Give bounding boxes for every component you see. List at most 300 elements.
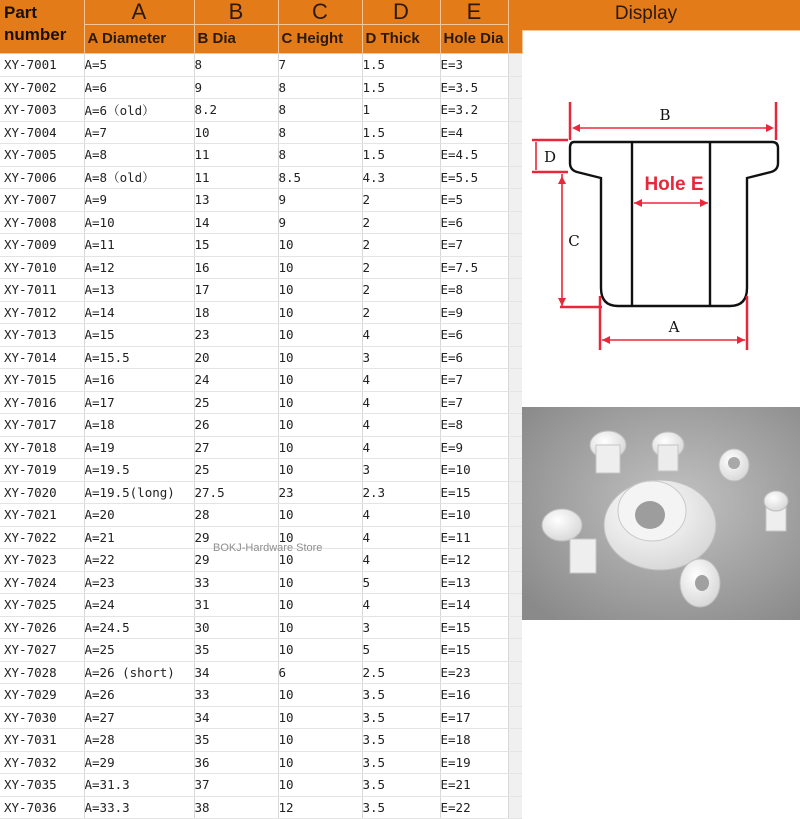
header-row-letters: [0, 0, 522, 25]
cell-part-number: XY-7002: [0, 76, 84, 99]
cell-hole-dia: E=5: [440, 189, 508, 212]
bushing-outline: [570, 142, 778, 306]
cell-c-height: 10: [278, 234, 362, 257]
header-col-e: [440, 0, 508, 25]
cell-c-height: 10: [278, 391, 362, 414]
row-edge: [508, 504, 522, 527]
cell-hole-dia: E=3.5: [440, 76, 508, 99]
table-row: [0, 594, 522, 617]
cell-hole-dia: E=6: [440, 211, 508, 234]
cell-d-thick: 1.5: [362, 76, 440, 99]
row-edge: [508, 189, 522, 212]
cell-hole-dia: E=22: [440, 796, 508, 819]
row-edge: [508, 549, 522, 572]
cell-b-dia: 25: [194, 391, 278, 414]
cell-a-diameter: A=17: [84, 391, 194, 414]
table-row: [0, 391, 522, 414]
table-row: [0, 76, 522, 99]
cell-part-number: XY-7010: [0, 256, 84, 279]
cell-b-dia: 10: [194, 121, 278, 144]
cell-part-number: XY-7013: [0, 324, 84, 347]
cell-hole-dia: E=15: [440, 616, 508, 639]
cell-a-diameter: A=31.3: [84, 774, 194, 797]
cell-d-thick: 4: [362, 504, 440, 527]
cell-b-dia: 28: [194, 504, 278, 527]
cell-part-number: XY-7015: [0, 369, 84, 392]
row-edge: [508, 391, 522, 414]
cell-hole-dia: E=15: [440, 481, 508, 504]
cell-a-diameter: A=25: [84, 639, 194, 662]
cell-c-height: 8: [278, 144, 362, 167]
cell-hole-dia: E=10: [440, 504, 508, 527]
col-letter-d: D: [393, 0, 409, 24]
cell-d-thick: 3: [362, 616, 440, 639]
cell-c-height: 10: [278, 346, 362, 369]
cell-d-thick: 4: [362, 594, 440, 617]
cell-part-number: XY-7005: [0, 144, 84, 167]
table-row: [0, 256, 522, 279]
cell-a-diameter: A=28: [84, 729, 194, 752]
row-edge: [508, 144, 522, 167]
cell-b-dia: 33: [194, 684, 278, 707]
cell-d-thick: 1.5: [362, 121, 440, 144]
cell-b-dia: 31: [194, 594, 278, 617]
cell-a-diameter: A=11: [84, 234, 194, 257]
cell-c-height: 9: [278, 189, 362, 212]
row-edge: [508, 459, 522, 482]
cell-part-number: XY-7025: [0, 594, 84, 617]
cell-a-diameter: A=19.5(long): [84, 481, 194, 504]
cell-a-diameter: A=13: [84, 279, 194, 302]
cell-a-diameter: A=26: [84, 684, 194, 707]
part-number-label: Part number: [4, 3, 67, 44]
row-edge: [508, 279, 522, 302]
cell-d-thick: 3.5: [362, 706, 440, 729]
cell-hole-dia: E=9: [440, 436, 508, 459]
cell-c-height: 10: [278, 369, 362, 392]
cell-b-dia: 14: [194, 211, 278, 234]
cell-hole-dia: E=12: [440, 549, 508, 572]
dim-a-label: A: [668, 318, 680, 336]
watermark: BOKJ-Hardware Store: [213, 542, 323, 554]
cell-a-diameter: A=24.5: [84, 616, 194, 639]
cell-b-dia: 25: [194, 459, 278, 482]
cell-part-number: XY-7006: [0, 166, 84, 189]
dim-b-arrow-left: [572, 124, 580, 132]
table-row: [0, 729, 522, 752]
cell-d-thick: 1.5: [362, 54, 440, 77]
cell-d-thick: 2: [362, 234, 440, 257]
cell-d-thick: 5: [362, 571, 440, 594]
cell-hole-dia: E=17: [440, 706, 508, 729]
cell-part-number: XY-7011: [0, 279, 84, 302]
cell-a-diameter: A=26 (short): [84, 661, 194, 684]
cell-d-thick: 1: [362, 99, 440, 122]
cell-c-height: 10: [278, 639, 362, 662]
col-label-b: B Dia: [197, 30, 236, 47]
cell-part-number: XY-7008: [0, 211, 84, 234]
cell-part-number: XY-7003: [0, 99, 84, 122]
row-edge: [508, 751, 522, 774]
row-edge: [508, 436, 522, 459]
cell-a-diameter: A=9: [84, 189, 194, 212]
cell-part-number: XY-7031: [0, 729, 84, 752]
header-spacer: [508, 0, 522, 54]
row-edge: [508, 414, 522, 437]
cell-d-thick: 3.5: [362, 751, 440, 774]
cell-c-height: 10: [278, 504, 362, 527]
cell-d-thick: 4: [362, 436, 440, 459]
cell-hole-dia: E=16: [440, 684, 508, 707]
cell-b-dia: 34: [194, 706, 278, 729]
cell-a-diameter: A=6: [84, 76, 194, 99]
cell-a-diameter: A=20: [84, 504, 194, 527]
cell-hole-dia: E=11: [440, 526, 508, 549]
cell-a-diameter: A=15.5: [84, 346, 194, 369]
table-row: [0, 481, 522, 504]
cell-c-height: 10: [278, 774, 362, 797]
cell-b-dia: 13: [194, 189, 278, 212]
cell-c-height: 10: [278, 256, 362, 279]
row-edge: [508, 211, 522, 234]
cell-hole-dia: E=4.5: [440, 144, 508, 167]
cell-part-number: XY-7014: [0, 346, 84, 369]
cell-c-height: 12: [278, 796, 362, 819]
dim-b-label: B: [659, 106, 671, 124]
table-row: [0, 121, 522, 144]
display-header: [522, 0, 800, 31]
cell-c-height: 10: [278, 279, 362, 302]
cell-a-diameter: A=15: [84, 324, 194, 347]
col-letter-a: A: [131, 0, 147, 24]
row-edge: [508, 571, 522, 594]
cell-hole-dia: E=10: [440, 459, 508, 482]
cell-part-number: XY-7022: [0, 526, 84, 549]
cell-a-diameter: A=23: [84, 571, 194, 594]
cell-a-diameter: A=27: [84, 706, 194, 729]
row-edge: [508, 684, 522, 707]
cell-c-height: 10: [278, 324, 362, 347]
row-edge: [508, 76, 522, 99]
dim-b-arrow-right: [766, 124, 774, 132]
cell-b-dia: 9: [194, 76, 278, 99]
cell-d-thick: 4: [362, 549, 440, 572]
row-edge: [508, 616, 522, 639]
hole-e-label: Hole E: [644, 174, 704, 195]
cell-part-number: XY-7012: [0, 301, 84, 324]
cell-b-dia: 30: [194, 616, 278, 639]
bushing-small-3: [719, 449, 749, 481]
cell-a-diameter: A=8: [84, 144, 194, 167]
cell-a-diameter: A=12: [84, 256, 194, 279]
cell-c-height: 10: [278, 729, 362, 752]
cell-d-thick: 1.5: [362, 144, 440, 167]
cell-a-diameter: A=6（old）: [84, 99, 194, 122]
header-col-b: [194, 0, 278, 25]
cell-hole-dia: E=8: [440, 279, 508, 302]
cell-b-dia: 35: [194, 639, 278, 662]
table-row: [0, 144, 522, 167]
cell-part-number: XY-7020: [0, 481, 84, 504]
row-edge: [508, 369, 522, 392]
cell-c-height: 10: [278, 459, 362, 482]
cell-part-number: XY-7009: [0, 234, 84, 257]
header-col-d: [362, 0, 440, 25]
cell-b-dia: 33: [194, 571, 278, 594]
cell-c-height: 10: [278, 549, 362, 572]
table-row: [0, 751, 522, 774]
cell-d-thick: 3.5: [362, 684, 440, 707]
table-row: [0, 346, 522, 369]
bushing-small-6: [680, 559, 720, 607]
row-edge: [508, 121, 522, 144]
dim-a-arrow-left: [602, 336, 610, 344]
cell-part-number: XY-7004: [0, 121, 84, 144]
cell-hole-dia: E=15: [440, 639, 508, 662]
table-row: [0, 661, 522, 684]
cell-d-thick: 4: [362, 369, 440, 392]
cell-b-dia: 24: [194, 369, 278, 392]
cell-hole-dia: E=5.5: [440, 166, 508, 189]
cell-hole-dia: E=13: [440, 571, 508, 594]
table-row: [0, 99, 522, 122]
col-label-d: D Thick: [365, 30, 420, 47]
cell-b-dia: 29: [194, 526, 278, 549]
cell-b-dia: 26: [194, 414, 278, 437]
table-row: [0, 301, 522, 324]
cell-a-diameter: A=16: [84, 369, 194, 392]
cell-a-diameter: A=5: [84, 54, 194, 77]
cell-hole-dia: E=6: [440, 346, 508, 369]
table-row: [0, 279, 522, 302]
table-row: [0, 504, 522, 527]
cell-c-height: 6: [278, 661, 362, 684]
cell-c-height: 7: [278, 54, 362, 77]
cell-part-number: XY-7007: [0, 189, 84, 212]
cell-b-dia: 11: [194, 166, 278, 189]
row-edge: [508, 346, 522, 369]
row-edge: [508, 234, 522, 257]
cell-c-height: 10: [278, 706, 362, 729]
cell-hole-dia: E=3: [440, 54, 508, 77]
cell-hole-dia: E=9: [440, 301, 508, 324]
cell-c-height: 10: [278, 684, 362, 707]
cell-a-diameter: A=8（old）: [84, 166, 194, 189]
cell-a-diameter: A=24: [84, 594, 194, 617]
col-label-a: A Diameter: [87, 30, 167, 47]
cell-part-number: XY-7016: [0, 391, 84, 414]
cell-d-thick: 2.5: [362, 661, 440, 684]
col-label-e: Hole Dia: [443, 30, 504, 47]
cell-part-number: XY-7017: [0, 414, 84, 437]
row-edge: [508, 301, 522, 324]
cell-c-height: 10: [278, 301, 362, 324]
row-edge: [508, 706, 522, 729]
table-row: [0, 616, 522, 639]
cell-b-dia: 34: [194, 661, 278, 684]
row-edge: [508, 729, 522, 752]
cell-hole-dia: E=4: [440, 121, 508, 144]
row-edge: [508, 166, 522, 189]
cell-d-thick: 2: [362, 279, 440, 302]
header-col-a: [84, 0, 194, 25]
cell-a-diameter: A=18: [84, 414, 194, 437]
table-row: [0, 211, 522, 234]
table-row: [0, 706, 522, 729]
cell-a-diameter: A=7: [84, 121, 194, 144]
row-edge: [508, 526, 522, 549]
cell-part-number: XY-7030: [0, 706, 84, 729]
row-edge: [508, 54, 522, 77]
header-part-number: [0, 0, 84, 54]
cell-b-dia: 11: [194, 144, 278, 167]
col-label-c: C Height: [281, 30, 344, 47]
spec-table-body: [0, 54, 522, 819]
table-row: [0, 166, 522, 189]
cell-hole-dia: E=19: [440, 751, 508, 774]
cell-hole-dia: E=8: [440, 414, 508, 437]
cell-d-thick: 3: [362, 459, 440, 482]
cell-d-thick: 2: [362, 211, 440, 234]
cell-d-thick: 2: [362, 301, 440, 324]
cell-b-dia: 29: [194, 549, 278, 572]
row-edge: [508, 99, 522, 122]
cell-a-diameter: A=14: [84, 301, 194, 324]
cell-a-diameter: A=21: [84, 526, 194, 549]
cell-d-thick: 2: [362, 189, 440, 212]
cell-part-number: XY-7026: [0, 616, 84, 639]
bushing-large: [604, 480, 716, 570]
cell-part-number: XY-7032: [0, 751, 84, 774]
cell-b-dia: 16: [194, 256, 278, 279]
cell-d-thick: 5: [362, 639, 440, 662]
cell-c-height: 10: [278, 436, 362, 459]
cell-part-number: XY-7028: [0, 661, 84, 684]
cell-b-dia: 27: [194, 436, 278, 459]
cell-part-number: XY-7027: [0, 639, 84, 662]
cell-b-dia: 18: [194, 301, 278, 324]
cell-d-thick: 4.3: [362, 166, 440, 189]
cell-part-number: XY-7019: [0, 459, 84, 482]
cell-d-thick: 4: [362, 414, 440, 437]
header-col-c: [278, 0, 362, 25]
cell-d-thick: 4: [362, 526, 440, 549]
cell-d-thick: 3.5: [362, 774, 440, 797]
cell-a-diameter: A=22: [84, 549, 194, 572]
table-row: [0, 189, 522, 212]
cell-hole-dia: E=21: [440, 774, 508, 797]
cell-part-number: XY-7035: [0, 774, 84, 797]
cell-part-number: XY-7029: [0, 684, 84, 707]
cell-hole-dia: E=6: [440, 324, 508, 347]
cell-part-number: XY-7021: [0, 504, 84, 527]
cell-b-dia: 17: [194, 279, 278, 302]
header-label-e: [440, 25, 508, 54]
cell-d-thick: 2: [362, 256, 440, 279]
row-edge: [508, 481, 522, 504]
cell-d-thick: 3: [362, 346, 440, 369]
cell-b-dia: 38: [194, 796, 278, 819]
cell-c-height: 10: [278, 526, 362, 549]
row-edge: [508, 774, 522, 797]
row-edge: [508, 594, 522, 617]
cell-c-height: 10: [278, 594, 362, 617]
row-edge: [508, 661, 522, 684]
cell-c-height: 9: [278, 211, 362, 234]
table-row: [0, 774, 522, 797]
header-label-a: [84, 25, 194, 54]
cell-a-diameter: A=19.5: [84, 459, 194, 482]
product-photo: [522, 407, 800, 620]
table-row: [0, 459, 522, 482]
cell-a-diameter: A=19: [84, 436, 194, 459]
header-label-d: [362, 25, 440, 54]
dim-c-arrow-top: [558, 176, 566, 184]
row-edge: [508, 796, 522, 819]
table-row: [0, 369, 522, 392]
row-edge: [508, 256, 522, 279]
cell-hole-dia: E=3.2: [440, 99, 508, 122]
table-row: [0, 796, 522, 819]
cell-b-dia: 15: [194, 234, 278, 257]
cell-b-dia: 35: [194, 729, 278, 752]
table-row: [0, 639, 522, 662]
cell-a-diameter: A=33.3: [84, 796, 194, 819]
cell-d-thick: 3.5: [362, 729, 440, 752]
cell-b-dia: 20: [194, 346, 278, 369]
cell-c-height: 8: [278, 99, 362, 122]
cell-part-number: XY-7018: [0, 436, 84, 459]
cell-a-diameter: A=29: [84, 751, 194, 774]
dim-d-label: D: [543, 148, 557, 166]
cell-c-height: 8: [278, 76, 362, 99]
cell-part-number: XY-7023: [0, 549, 84, 572]
cell-c-height: 10: [278, 616, 362, 639]
row-edge: [508, 324, 522, 347]
dim-c-label: C: [568, 232, 580, 250]
cell-part-number: XY-7001: [0, 54, 84, 77]
cell-c-height: 8: [278, 121, 362, 144]
table-row: [0, 234, 522, 257]
cell-hole-dia: E=7: [440, 369, 508, 392]
cell-a-diameter: A=10: [84, 211, 194, 234]
cell-c-height: 23: [278, 481, 362, 504]
cell-c-height: 8.5: [278, 166, 362, 189]
table-row: [0, 324, 522, 347]
bushing-diagram: [522, 60, 800, 405]
cell-hole-dia: E=18: [440, 729, 508, 752]
col-letter-e: E: [466, 0, 482, 24]
cell-c-height: 10: [278, 571, 362, 594]
cell-d-thick: 2.3: [362, 481, 440, 504]
cell-b-dia: 36: [194, 751, 278, 774]
dim-c-arrow-bottom: [558, 298, 566, 306]
cell-b-dia: 23: [194, 324, 278, 347]
cell-b-dia: 27.5: [194, 481, 278, 504]
cell-hole-dia: E=7: [440, 234, 508, 257]
row-edge: [508, 639, 522, 662]
cell-part-number: XY-7024: [0, 571, 84, 594]
cell-hole-dia: E=7.5: [440, 256, 508, 279]
col-letter-b: B: [228, 0, 244, 24]
table-row: [0, 414, 522, 437]
cell-hole-dia: E=14: [440, 594, 508, 617]
table-row: [0, 54, 522, 77]
table-row: [0, 571, 522, 594]
table-row: [0, 436, 522, 459]
cell-d-thick: 4: [362, 324, 440, 347]
bushing-small-5: [764, 491, 788, 531]
